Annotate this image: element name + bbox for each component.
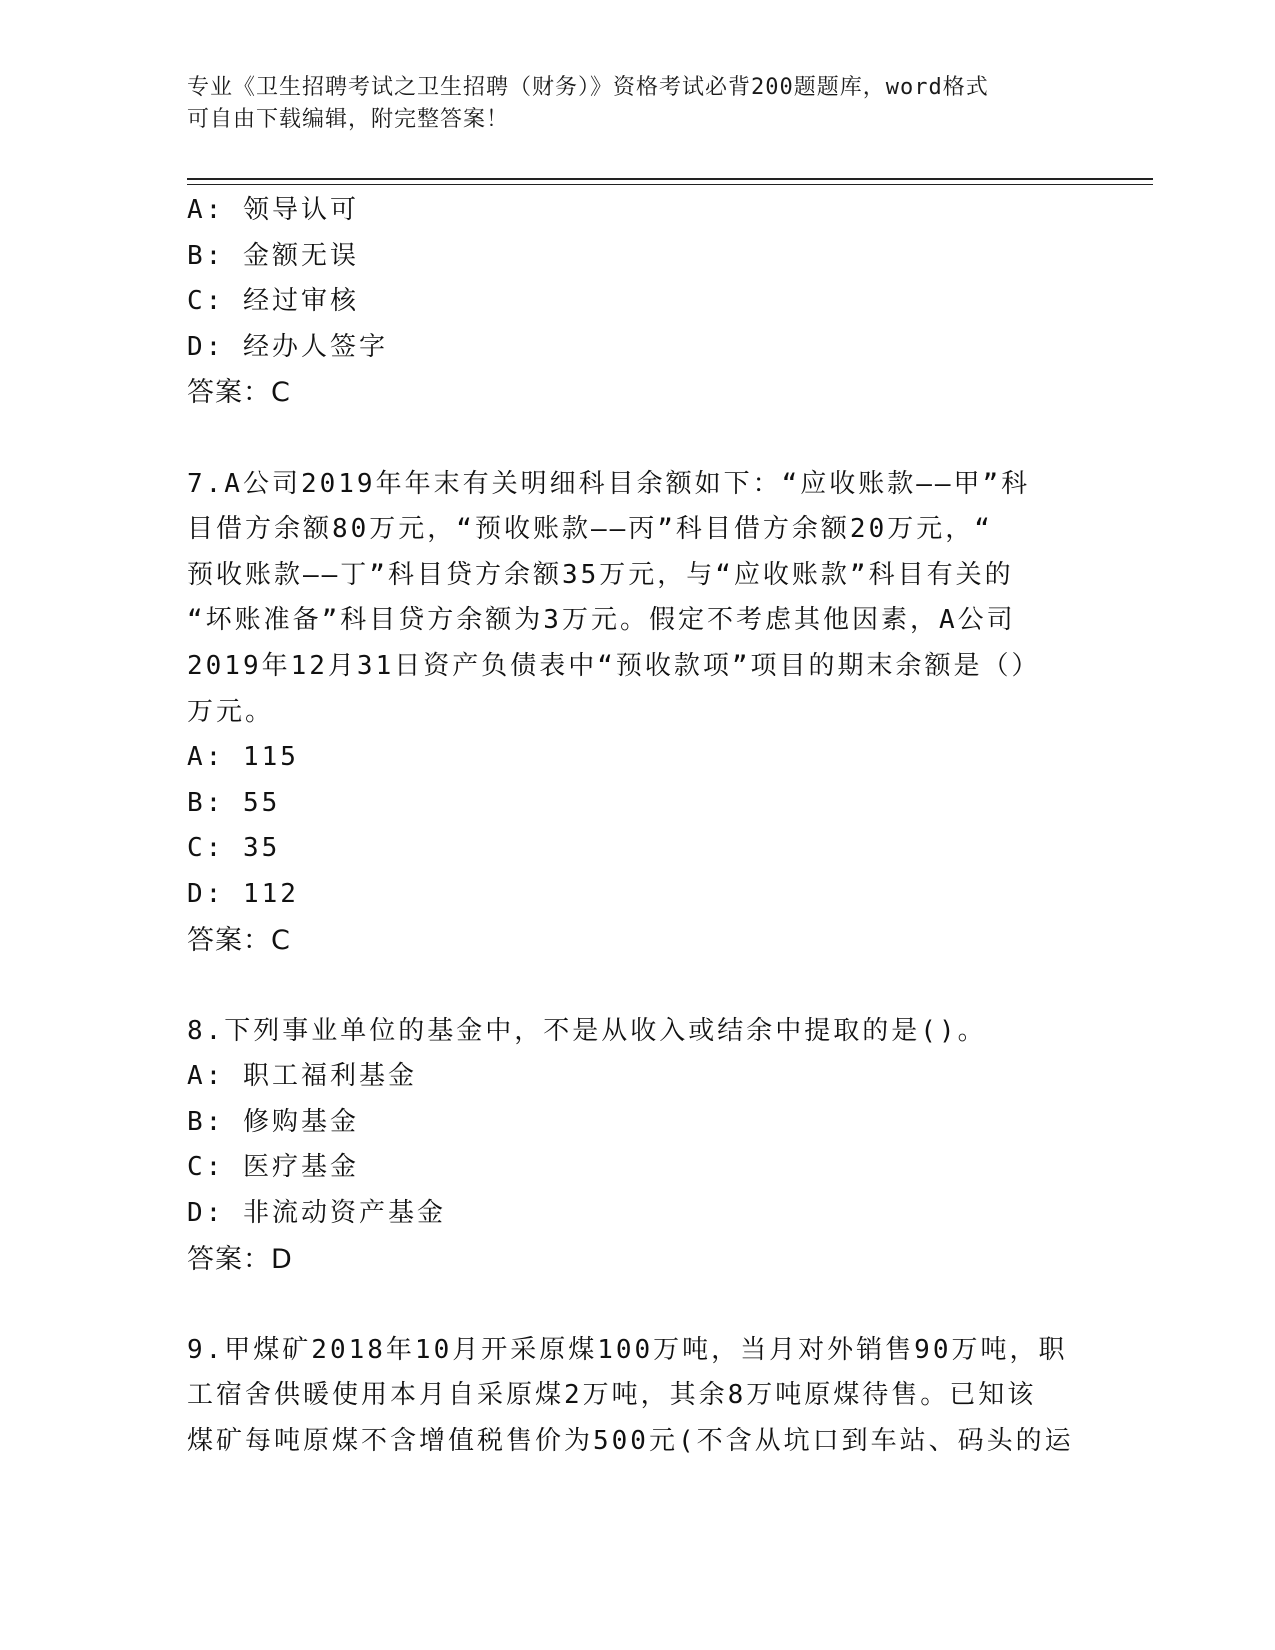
question-7 xyxy=(187,462,1087,964)
q7-answer: 答案：C xyxy=(187,924,291,956)
q8-option-d: D: 非流动资产基金 xyxy=(187,1198,446,1229)
q7-text-line: 目借方余额80万元，“预收账款——丙”科目借方余额20万元，“ xyxy=(187,514,993,545)
q7-text-line: 万元。 xyxy=(187,696,275,727)
header-line-1: 专业《卫生招聘考试之卫生招聘（财务）》资格考试必背200题题库，word格式 xyxy=(187,75,989,100)
q8-option-c: C: 医疗基金 xyxy=(187,1152,359,1183)
q7-text-line: 预收账款——丁”科目贷方余额35万元，与“应收账款”科目有关的 xyxy=(187,559,1014,590)
q6-option-c: C: 经过审核 xyxy=(187,286,359,317)
q7-text-line: 2019年12月31日资产负债表中“预收款项”项目的期末余额是（） xyxy=(187,650,1041,681)
q7-option-a: A: 115 xyxy=(187,742,299,773)
question-list xyxy=(187,188,1087,1465)
q7-text-line: “坏账准备”科目贷方余额为3万元。假定不考虑其他因素，A公司 xyxy=(187,605,1016,636)
question-6-fragment xyxy=(187,188,1087,416)
q9-text-line: 9.甲煤矿2018年10月开采原煤100万吨，当月对外销售90万吨，职 xyxy=(187,1334,1068,1365)
spacer xyxy=(187,1282,1087,1328)
q8-text: 8.下列事业单位的基金中，不是从收入或结余中提取的是()。 xyxy=(187,1015,987,1046)
question-9 xyxy=(187,1328,1087,1465)
spacer xyxy=(187,963,1087,1009)
document-header xyxy=(187,72,1087,136)
q7-option-d: D: 112 xyxy=(187,878,299,909)
header-rule-thick xyxy=(187,178,1153,180)
header-line-2: 可自由下载编辑，附完整答案！ xyxy=(187,107,510,132)
q7-text-line: 7.A公司2019年年末有关明细科目余额如下：“应收账款——甲”科 xyxy=(187,468,1031,499)
q6-option-d: D: 经办人签字 xyxy=(187,331,388,362)
q8-option-b: B: 修购基金 xyxy=(187,1106,359,1137)
q6-option-b: B: 金额无误 xyxy=(187,240,359,271)
q7-option-b: B: 55 xyxy=(187,787,281,818)
header-rule-thin xyxy=(187,184,1153,185)
q6-option-a: A: 领导认可 xyxy=(187,195,359,225)
spacer xyxy=(187,416,1087,462)
question-8 xyxy=(187,1009,1087,1283)
q8-option-a: A: 职工福利基金 xyxy=(187,1061,417,1092)
q8-answer: 答案：D xyxy=(187,1243,293,1275)
q7-option-c: C: 35 xyxy=(187,833,281,864)
q9-text-line: 工宿舍供暖使用本月自采原煤2万吨，其余8万吨原煤待售。已知该 xyxy=(187,1380,1037,1411)
q6-answer: 答案：C xyxy=(187,377,291,409)
q9-text-line: 煤矿每吨原煤不含增值税售价为500元(不含从坑口到车站、码头的运 xyxy=(187,1426,1074,1457)
